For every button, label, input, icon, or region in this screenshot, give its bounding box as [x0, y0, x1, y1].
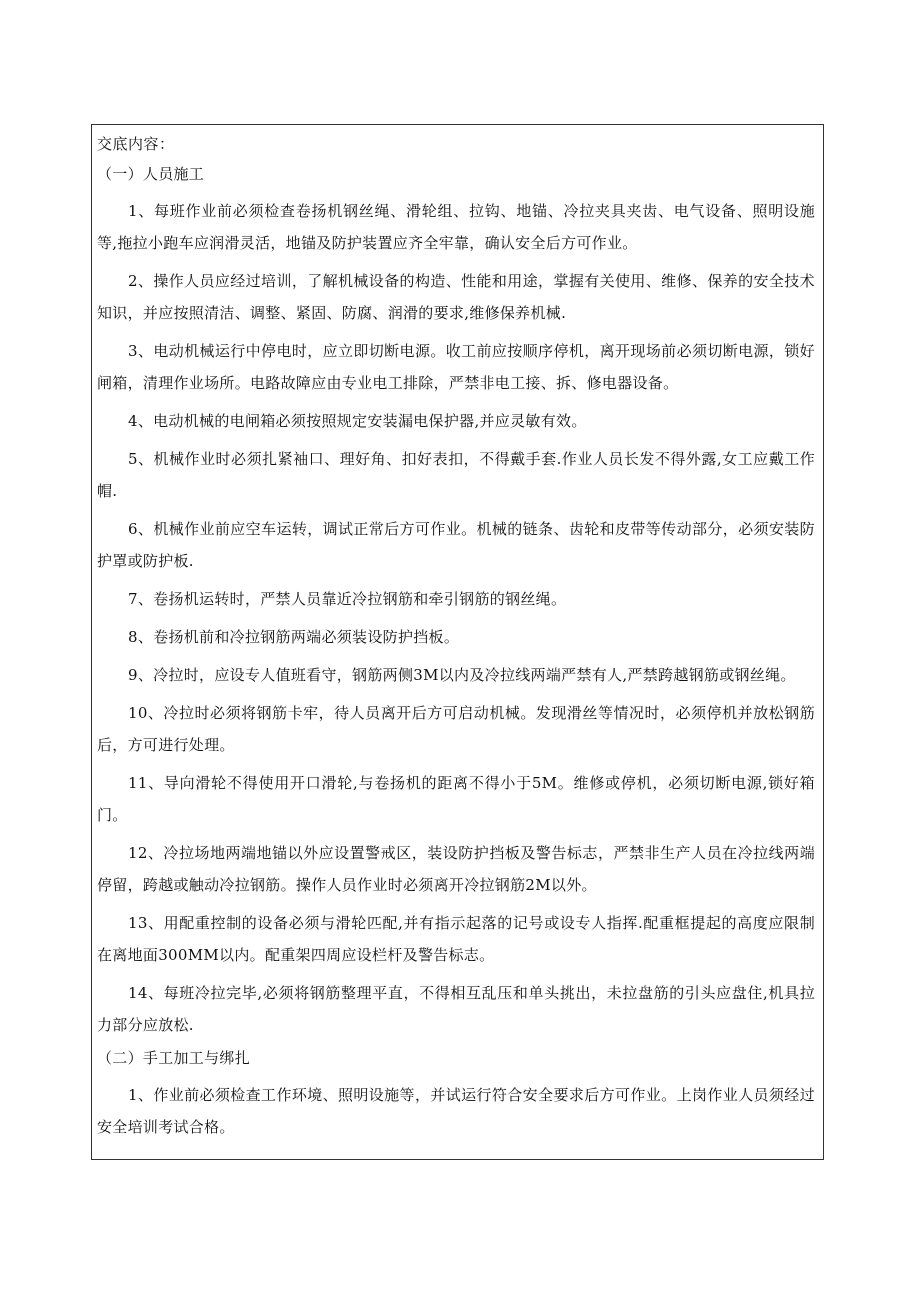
list-item: 2、操作人员应经过培训，了解机械设备的构造、性能和用途，掌握有关使用、维修、保养的安全技术知识，并应按照清洁、调整、紧固、防腐、润滑的要求,维修保养机械. — [97, 272, 815, 322]
list-item: 5、机械作业时必须扎紧袖口、理好角、扣好表扣，不得戴手套.作业人员长发不得外露,女工应戴工作帽. — [97, 450, 815, 500]
list-item: 1、作业前必须检查工作环境、照明设施等，并试运行符合安全要求后方可作业。上岗作业人员须经过安全培训考试合格。 — [97, 1086, 815, 1136]
section-title-manual: （二）手工加工与绑扎 — [97, 1049, 251, 1067]
list-item: 9、冷拉时，应设专人值班看守，钢筋两侧3M以内及冷拉线两端严禁有人,严禁跨越钢筋或钢丝绳。 — [128, 666, 796, 684]
list-item: 11、导向滑轮不得使用开口滑轮,与卷扬机的距离不得小于5M。维修或停机，必须切断电源,锁好箱门。 — [97, 774, 815, 824]
list-item: 1、每班作业前必须检查卷扬机钢丝绳、滑轮组、拉钩、地锚、冷拉夹具夹齿、电气设备、照明设施等,拖拉小跑车应润滑灵活，地锚及防护装置应齐全牢靠，确认安全后方可作业。 — [97, 202, 815, 252]
list-item: 6、机械作业前应空车运转，调试正常后方可作业。机械的链条、齿轮和皮带等传动部分，必须安装防护罩或防护板. — [97, 520, 815, 570]
list-item: 12、冷拉场地两端地锚以外应设置警戒区，装设防护挡板及警告标志，严禁非生产人员在冷拉线两端停留，跨越或触动冷拉钢筋。操作人员作业时必须离开冷拉钢筋2M以外。 — [97, 844, 815, 894]
list-item: 4、电动机械的电闸箱必须按照规定安装漏电保护器,并应灵敏有效。 — [128, 412, 587, 430]
list-item: 8、卷扬机前和冷拉钢筋两端必须装设防护挡板。 — [128, 628, 460, 646]
content-box — [91, 124, 824, 1160]
list-item: 10、冷拉时必须将钢筋卡牢，待人员离开后方可启动机械。发现滑丝等情况时，必须停机并放松钢筋后，方可进行处理。 — [97, 704, 815, 754]
list-item: 7、卷扬机运转时，严禁人员靠近冷拉钢筋和牵引钢筋的钢丝绳。 — [128, 590, 567, 608]
list-item: 3、电动机械运行中停电时，应立即切断电源。收工前应按顺序停机，离开现场前必须切断电源，锁好闸箱，清理作业场所。电路故障应由专业电工排除，严禁非电工接、拆、修电器设备。 — [97, 342, 815, 392]
list-item: 13、用配重控制的设备必须与滑轮匹配,并有指示起落的记号或设专人指挥.配重框提起的高度应限制在离地面300MM以内。配重架四周应设栏杆及警告标志。 — [97, 914, 815, 964]
section-body-manual — [97, 1079, 815, 1143]
list-item: 14、每班冷拉完毕,必须将钢筋整理平直，不得相互乱压和单头挑出，未拉盘筋的引头应盘住,机具拉力部分应放松. — [97, 984, 815, 1034]
content-heading: 交底内容： — [97, 135, 175, 153]
section-title-personnel: （一）人员施工 — [97, 165, 205, 183]
section-body-personnel — [97, 195, 815, 1041]
